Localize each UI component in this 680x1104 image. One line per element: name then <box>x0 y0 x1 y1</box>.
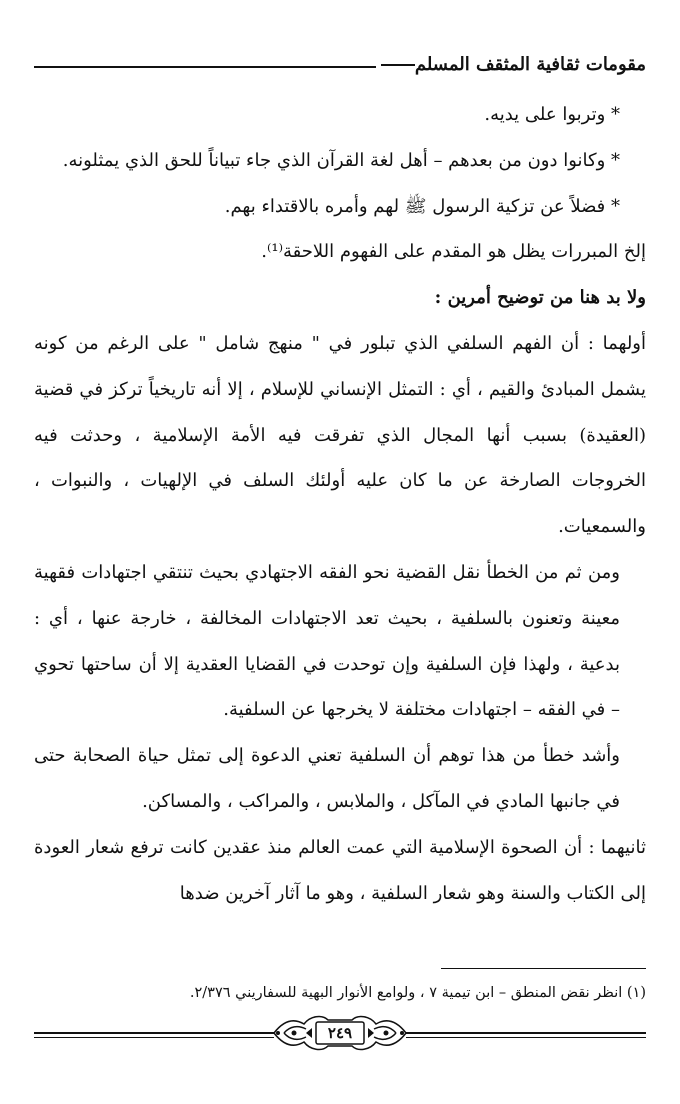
footer-rule-left <box>34 1032 274 1034</box>
paragraph: وأشد خطأ من هذا توهم أن السلفية تعني الدعوة إلى تمثل حياة الصحابة حتى في جانبها المادي في المآكل ، والملابس ، والمراكب ، والمساكن. <box>34 745 620 812</box>
header-title: مقومات ثقافية المثقف المسلم <box>414 54 646 75</box>
header-rule <box>34 66 376 68</box>
footer-rule-right-thin <box>406 1037 646 1038</box>
paragraph: ثانيهما : أن الصحوة الإسلامية التي عمت العالم منذ عقدين كانت ترفع شعار العودة إلى الكتاب والسنة وهو شعار السلفية ، وهو ما آثار آخرين ضدها <box>34 836 646 904</box>
bullet-paragraph: * فضلاً عن تزكية الرسول ﷺ لهم وأمره بالاقتداء بهم. <box>224 195 620 217</box>
footer-rule-right <box>406 1032 646 1034</box>
page-number: ٢٤٩ <box>327 1024 353 1042</box>
running-header <box>34 50 646 84</box>
footer-rule-left-thin <box>34 1037 274 1038</box>
bullet-paragraph: * وتربوا على يديه. <box>484 104 620 125</box>
footnote-rule <box>441 968 646 969</box>
paragraph: أولهما : أن الفهم السلفي الذي تبلور في " منهج شامل " على الرغم من كونه يشمل المبادئ والقيم ، أي : التمثل الإنساني للإسلام ، إلا أنه تاريخياً تركز في قضية (العقيدة) بسبب أنها المجال الذي تفرقت فيه الأمة الإسلامية ، وحدثت فيه الخروجات الصارخة عن ما كان عليه أولئك السلف في الإلهيات ، والنبوات ، والسمعيات. <box>34 332 646 538</box>
bullet-paragraph: * وكانوا دون من بعدهم – أهل لغة القرآن الذي جاء تبياناً للحق الذي يمثلونه. <box>62 149 620 171</box>
body-text <box>34 92 646 916</box>
footnote: (١) انظر نقض المنطق – ابن تيمية ٧ ، ولوامع الأنوار البهية للسفاريني ٢/٣٧٦. <box>189 985 646 1001</box>
paragraph: إلخ المبررات يظل هو المقدم على الفهوم اللاحقة⁽¹⁾. <box>261 241 646 263</box>
ornamental-footer <box>34 1010 646 1056</box>
header-dash <box>381 64 415 66</box>
section-heading: ولا بد هنا من توضيح أمرين : <box>434 287 646 309</box>
header-title-wrap <box>375 50 646 80</box>
paragraph: ومن ثم من الخطأ نقل القضية نحو الفقه الاجتهادي بحيث تنتقي اجتهادات فقهية معينة وتعنون بالسلفية ، بحيث تعد الاجتهادات المخالفة ، خارجة عنها ، أي : بدعية ، ولهذا فإن السلفية وإن توحدت في القضايا العقدية إلا أن ساحتها تحوي – في الفقه – اجتهادات مختلفة لا يخرجها عن السلفية. <box>34 561 620 721</box>
